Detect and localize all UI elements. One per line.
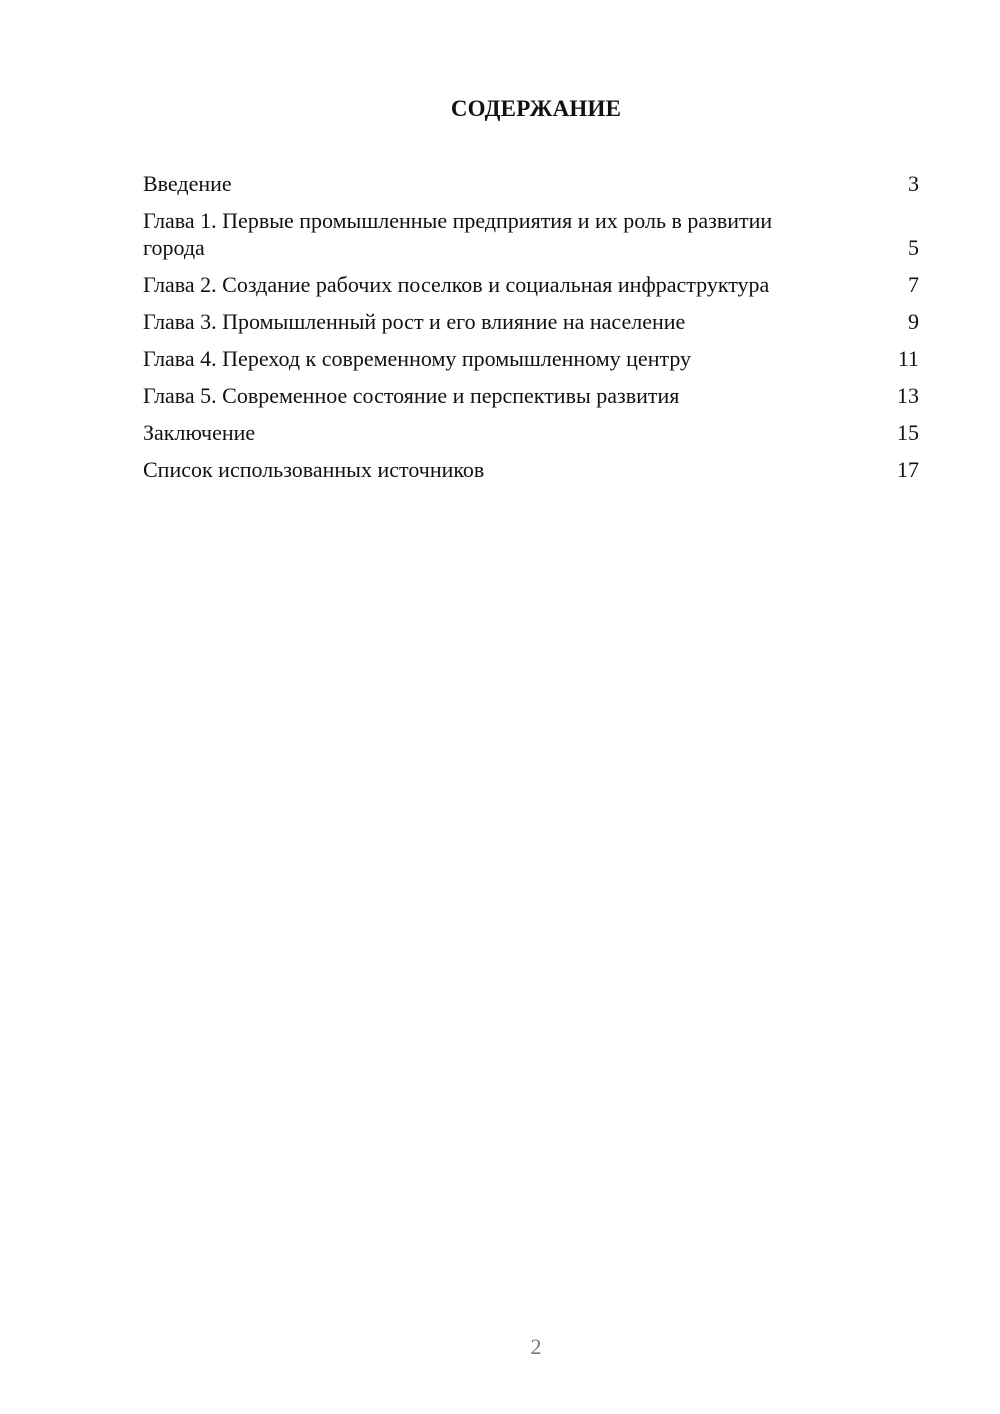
toc-entry-chapter-5 xyxy=(143,382,919,409)
table-of-contents xyxy=(143,170,919,493)
toc-entry-text: Глава 4. Переход к современному промышленному центру xyxy=(143,346,692,371)
toc-entry-text: Введение xyxy=(143,171,232,196)
toc-entry-text: Заключение xyxy=(143,420,256,445)
toc-entry-chapter-3 xyxy=(143,308,919,335)
toc-entry-text: Список использованных источников xyxy=(143,457,485,482)
toc-entry-text: Глава 1. Первые промышленные предприятия и их роль в развитии города xyxy=(143,208,773,260)
toc-entry-page: 7 xyxy=(908,272,919,297)
toc-entry-page: 3 xyxy=(908,171,919,196)
toc-entry-page: 11 xyxy=(897,346,919,371)
toc-entry-chapter-1 xyxy=(143,207,919,261)
toc-entry-text: Глава 5. Современное состояние и перспективы развития xyxy=(143,383,680,408)
toc-entry-references xyxy=(143,456,919,483)
toc-entry-chapter-4 xyxy=(143,345,919,372)
toc-entry-page: 15 xyxy=(897,420,919,445)
toc-entry-text: Глава 3. Промышленный рост и его влияние на население xyxy=(143,309,686,334)
toc-entry-page: 13 xyxy=(897,383,919,408)
toc-entry-page: 17 xyxy=(897,457,919,482)
toc-entry-page: 9 xyxy=(908,309,919,334)
page-title: СОДЕРЖАНИЕ xyxy=(450,96,622,121)
toc-entry-page: 5 xyxy=(908,235,919,260)
toc-entry-conclusion xyxy=(143,419,919,446)
toc-entry-chapter-2 xyxy=(143,271,919,298)
toc-entry-text: Глава 2. Создание рабочих поселков и социальная инфраструктура xyxy=(143,272,770,297)
page-number: 2 xyxy=(530,1334,542,1359)
toc-entry-introduction xyxy=(143,170,919,197)
